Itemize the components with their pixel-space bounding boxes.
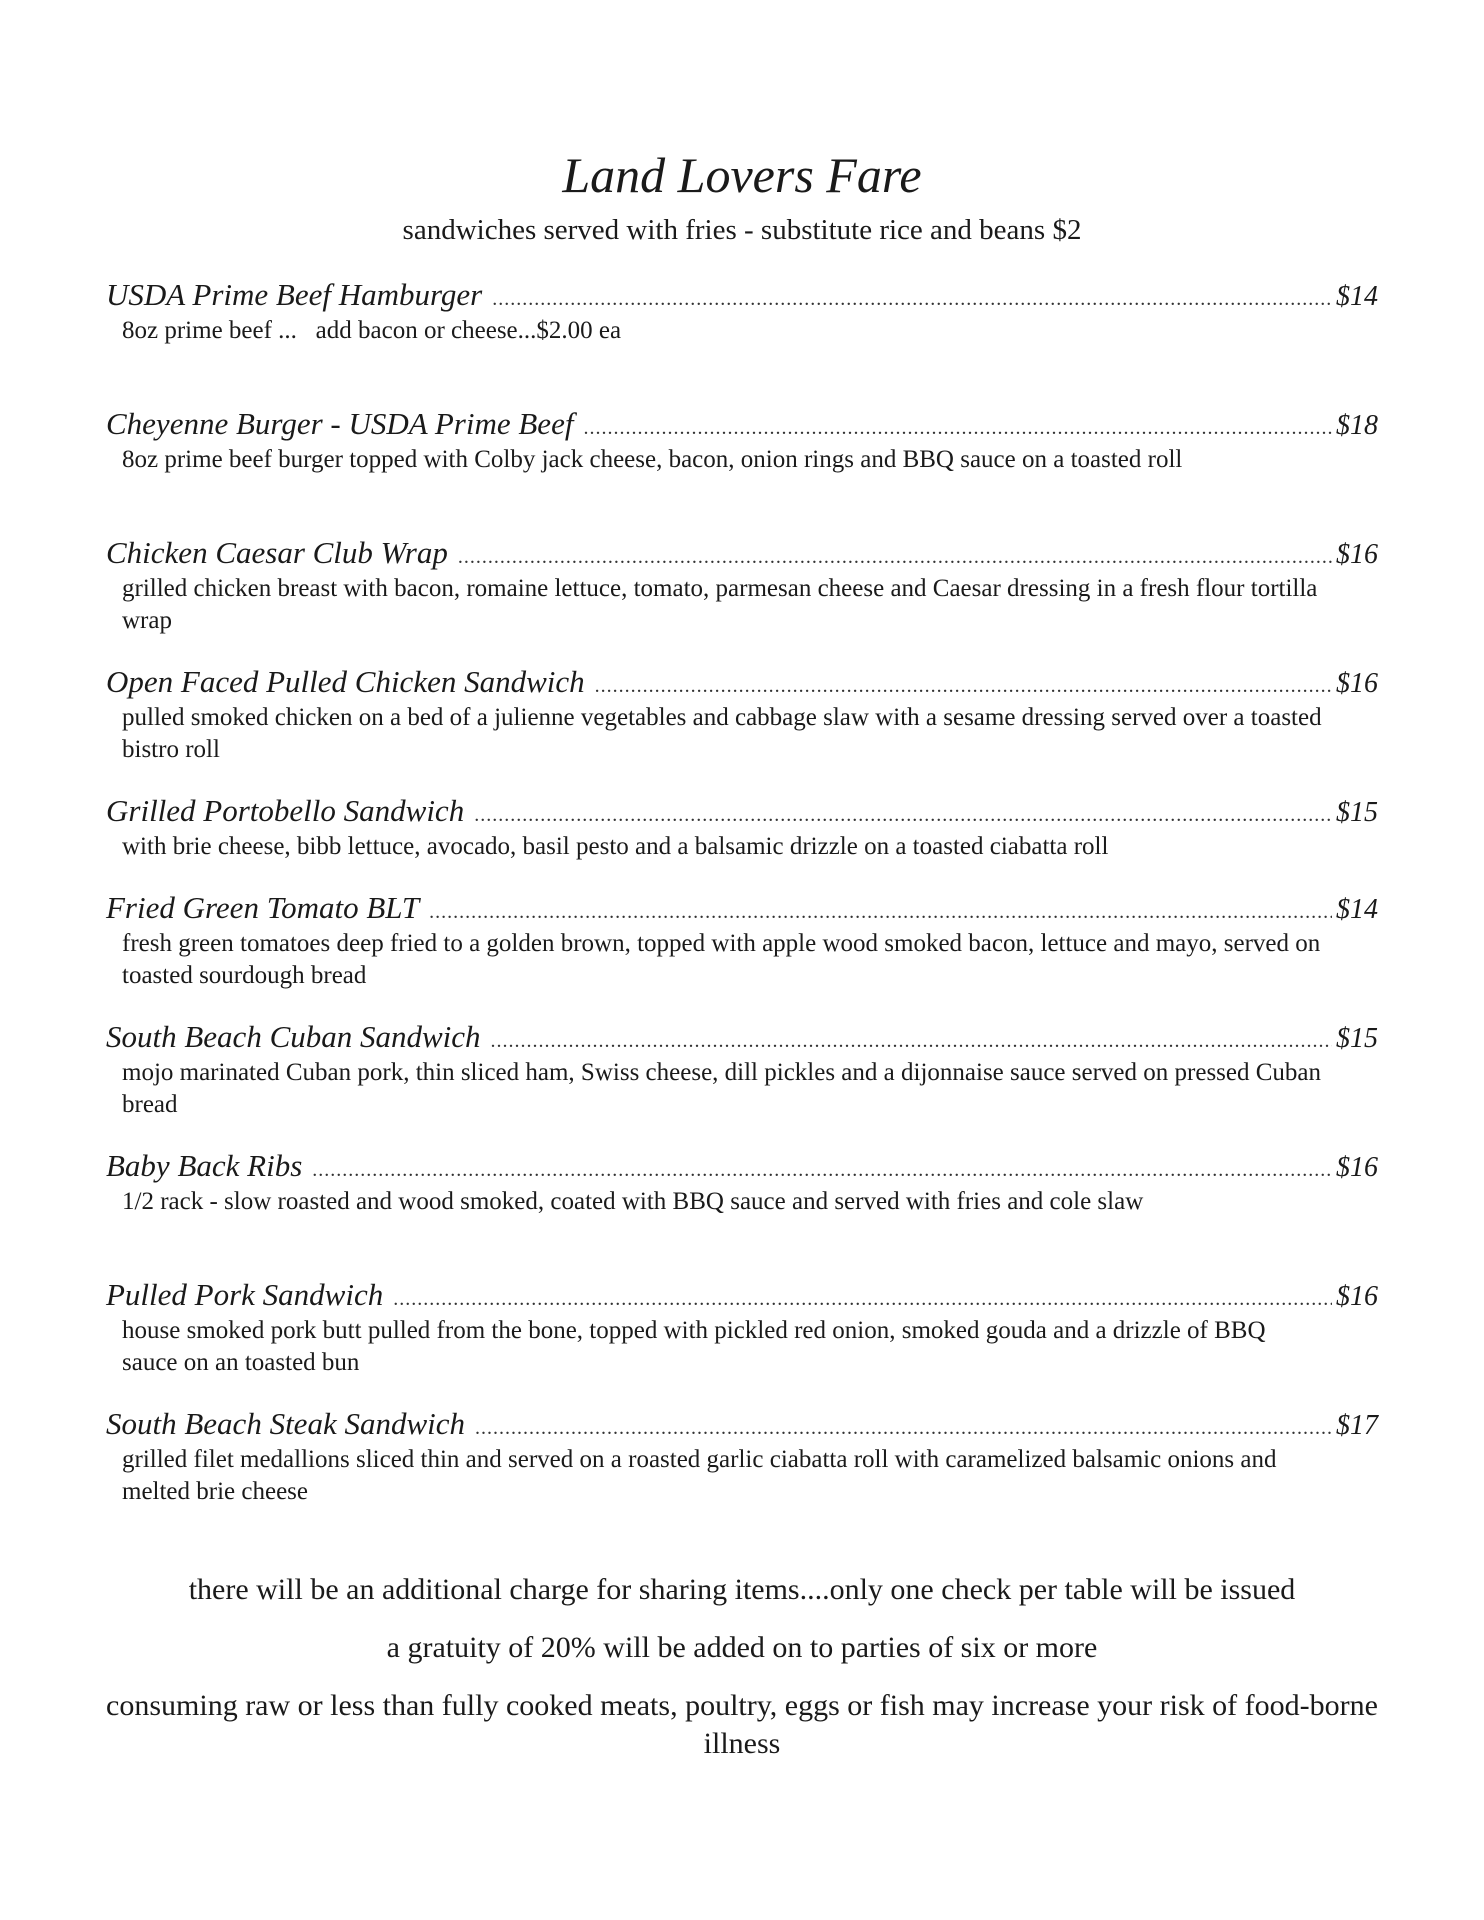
menu-item-price: $15: [1336, 1023, 1378, 1054]
menu-item-header: [106, 662, 1378, 702]
menu-item-header: [106, 888, 1378, 928]
menu-subtitle: sandwiches served with fries - substitute rice and beans $2: [402, 214, 1082, 246]
menu-item-header: [106, 1275, 1378, 1315]
menu-item-price: $15: [1336, 797, 1378, 828]
gratuity-note: a gratuity of 20% will be added on to parties of six or more: [386, 1631, 1098, 1664]
menu-item: [106, 1017, 1378, 1146]
menu-item-price: $14: [1336, 894, 1378, 925]
menu-item-price: $14: [1336, 281, 1378, 312]
menu-item-price: $16: [1336, 668, 1378, 699]
menu-item-description: 8oz prime beef ... add bacon or cheese...$2.00 ea: [122, 317, 622, 344]
menu-item: [106, 404, 1378, 533]
menu-item-header: [106, 275, 1378, 315]
dot-leader: [583, 408, 1332, 448]
menu-item: [106, 275, 1378, 404]
menu-item-description: grilled chicken breast with bacon, romaine lettuce, tomato, parmesan cheese and Caesar dressing in a fresh flour tortilla wrap: [122, 575, 1318, 634]
menu-item: [106, 1404, 1378, 1533]
menu-item-name: Baby Back Ribs: [106, 1148, 303, 1183]
dot-leader: [595, 666, 1332, 706]
menu-item: [106, 888, 1378, 1017]
menu-item-price: $18: [1336, 410, 1378, 441]
dot-leader: [474, 795, 1332, 835]
menu-item-header: [106, 404, 1378, 444]
menu-item-header: [106, 1146, 1378, 1186]
menu-item: [106, 533, 1378, 662]
menu-item-name: Chicken Caesar Club Wrap: [106, 535, 448, 570]
menu-item-description: pulled smoked chicken on a bed of a julienne vegetables and cabbage slaw with a sesame dressing served over a toasted bistro roll: [122, 704, 1322, 763]
menu-items-list: [106, 275, 1378, 1533]
menu-item-description: 1/2 rack - slow roasted and wood smoked, coated with BBQ sauce and served with fries and cole slaw: [122, 1188, 1144, 1215]
menu-item-name: USDA Prime Beef Hamburger: [106, 277, 483, 312]
menu-item-header: [106, 533, 1378, 573]
menu-item: [106, 662, 1378, 791]
menu-item-description: 8oz prime beef burger topped with Colby jack cheese, bacon, onion rings and BBQ sauce on a toasted roll: [122, 446, 1183, 473]
menu-item-description: fresh green tomatoes deep fried to a golden brown, topped with apple wood smoked bacon, lettuce and mayo, served on toasted sourdough bread: [122, 930, 1321, 989]
sharing-note: there will be an additional charge for sharing items....only one check per table will be issued: [188, 1573, 1296, 1606]
menu-item-name: Pulled Pork Sandwich: [106, 1277, 384, 1312]
menu-item-price: $16: [1336, 1281, 1378, 1312]
dot-leader: [312, 1150, 1332, 1190]
menu-item: [106, 1275, 1378, 1404]
dot-leader: [492, 279, 1332, 319]
menu-item: [106, 1146, 1378, 1275]
menu-item: [106, 791, 1378, 888]
menu-item-name: Open Faced Pulled Chicken Sandwich: [106, 664, 585, 699]
menu-notes: [100, 1571, 1384, 1783]
menu-item-price: $17: [1336, 1410, 1378, 1441]
dot-leader: [393, 1279, 1332, 1319]
menu-item-header: [106, 1404, 1378, 1444]
menu-item-price: $16: [1336, 539, 1378, 570]
menu-item-description: with brie cheese, bibb lettuce, avocado, basil pesto and a balsamic drizzle on a toasted ciabatta roll: [122, 833, 1109, 860]
dot-leader: [475, 1408, 1332, 1448]
menu-item-name: South Beach Cuban Sandwich: [106, 1019, 481, 1054]
menu-item-description: mojo marinated Cuban pork, thin sliced ham, Swiss cheese, dill pickles and a dijonnaise sauce served on pressed Cuban bread: [122, 1059, 1322, 1118]
menu-title: Land Lovers Fare: [562, 147, 922, 203]
menu-item-header: [106, 1017, 1378, 1057]
menu-item-header: [106, 791, 1378, 831]
menu-item-name: Grilled Portobello Sandwich: [106, 793, 465, 828]
consumer-advisory-note: consuming raw or less than fully cooked meats, poultry, eggs or fish may increase your risk of food-borne illness: [106, 1689, 1378, 1760]
menu-item-name: Fried Green Tomato BLT: [106, 890, 420, 925]
menu-item-price: $16: [1336, 1152, 1378, 1183]
menu-item-name: Cheyenne Burger - USDA Prime Beef: [106, 406, 574, 441]
dot-leader: [491, 1021, 1332, 1061]
menu-item-description: house smoked pork butt pulled from the bone, topped with pickled red onion, smoked gouda and a drizzle of BBQ sauce on an toasted bun: [122, 1317, 1266, 1376]
dot-leader: [429, 892, 1332, 932]
menu-item-description: grilled filet medallions sliced thin and served on a roasted garlic ciabatta roll with caramelized balsamic onions and melted brie cheese: [122, 1446, 1277, 1505]
menu-item-name: South Beach Steak Sandwich: [106, 1406, 465, 1441]
dot-leader: [458, 537, 1332, 577]
